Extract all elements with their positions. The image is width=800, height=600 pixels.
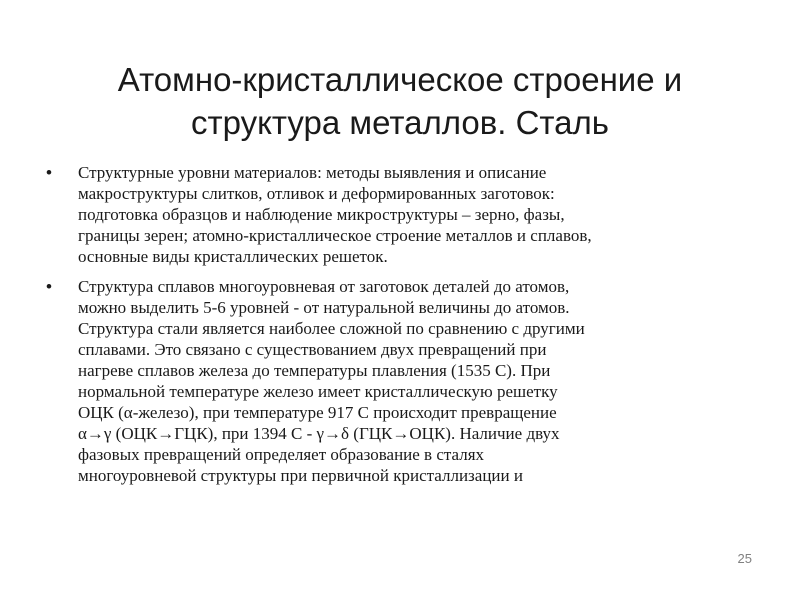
bullet-1-line: основные виды кристаллических решеток. bbox=[78, 247, 388, 266]
bullet-marker: • bbox=[46, 163, 52, 182]
bullet-1-line: Структурные уровни материалов: методы выявления и описание bbox=[78, 163, 547, 182]
bullet-1-line: границы зерен; атомно-кристаллическое строение металлов и сплавов, bbox=[78, 226, 592, 245]
slide-title-line-1: Атомно-кристаллическое строение и bbox=[117, 61, 683, 98]
bullet-2-line: α→γ (ОЦК→ГЦК), при 1394 C - γ→δ (ГЦК→ОЦК). Наличие двух bbox=[78, 424, 560, 443]
bullet-item-1 bbox=[46, 162, 758, 267]
bullet-2-line: сплавами. Это связано с существованием двух превращений при bbox=[78, 340, 547, 359]
bullet-2-line: нормальной температуре железо имеет кристаллическую решетку bbox=[78, 382, 558, 401]
bullet-1-line: макроструктуры слитков, отливок и деформированных заготовок: bbox=[78, 184, 555, 203]
bullet-text-2 bbox=[78, 276, 758, 486]
bullet-2-line: можно выделить 5-6 уровней - от натуральной величины до атомов. bbox=[78, 298, 570, 317]
bullet-marker: • bbox=[46, 277, 52, 296]
bullet-1-line: подготовка образцов и наблюдение микроструктуры – зерно, фазы, bbox=[78, 205, 565, 224]
bullet-2-line: ОЦК (α-железо), при температуре 917 C происходит превращение bbox=[78, 403, 557, 422]
bullet-2-line: Структура стали является наиболее сложной по сравнению с другими bbox=[78, 319, 585, 338]
bullet-2-line: многоуровневой структуры при первичной кристаллизации и bbox=[78, 466, 523, 485]
bullet-item-2 bbox=[46, 276, 758, 486]
bullet-2-line: Структура сплавов многоуровневая от заготовок деталей до атомов, bbox=[78, 277, 570, 296]
bullet-2-line: фазовых превращений определяет образование в сталях bbox=[78, 445, 485, 464]
slide-title bbox=[60, 58, 740, 144]
bullet-2-line: нагреве сплавов железа до температуры плавления (1535 C). При bbox=[78, 361, 551, 380]
bullet-list bbox=[46, 162, 758, 495]
bullet-text-1 bbox=[78, 162, 758, 267]
slide-title-line-2: структура металлов. Сталь bbox=[191, 104, 609, 141]
page-number: 25 bbox=[737, 551, 752, 566]
